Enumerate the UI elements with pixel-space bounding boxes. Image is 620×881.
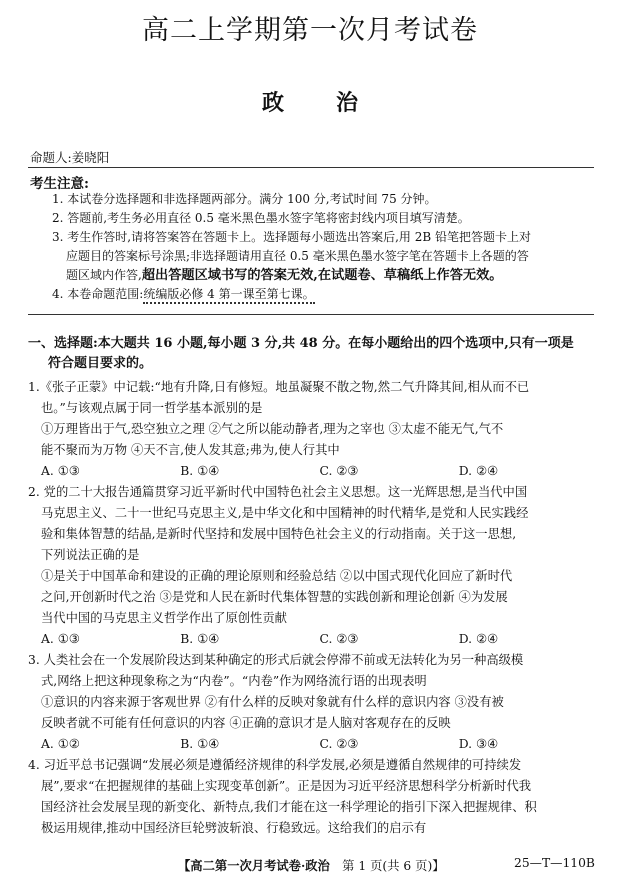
- exam-title: 高二上学期第一次月考试卷: [142, 15, 478, 46]
- divider-top: [28, 167, 594, 168]
- option-d[interactable]: D. ②④: [458, 464, 499, 478]
- subject-char-1: 政: [261, 90, 284, 116]
- option-row: [28, 734, 598, 755]
- notice-heading: 考生注意:: [30, 176, 89, 192]
- footer-page-number: 第 1 页(共 6 页)】: [342, 859, 445, 873]
- section-line: 符合题目要求的。: [48, 356, 153, 371]
- section-heading: [28, 334, 598, 374]
- notice-item: [52, 285, 598, 304]
- question-text: 能不聚而为万物 ④天不言,使人发其意;弗为,使人行其中: [41, 443, 340, 457]
- question-text: 马克思主义、二十一世纪马克思主义,是中华文化和中国精神的时代精华,是党和人民实践经: [41, 506, 529, 520]
- question-2: [28, 482, 598, 650]
- option-b[interactable]: B. ①④: [180, 464, 220, 478]
- notice-text: 4. 本卷命题范围:: [52, 287, 144, 301]
- option-a[interactable]: A. ①②: [41, 737, 80, 751]
- question-3: [28, 650, 598, 755]
- footer-title: [178, 856, 445, 874]
- notice-item: 应题目的答案标号涂黑;非选择题请用直径 0.5 毫米黑色墨水签字笔在答题卡上各题的答: [66, 249, 529, 263]
- option-row: [28, 629, 598, 650]
- option-c[interactable]: C. ②③: [319, 464, 359, 478]
- option-c[interactable]: C. ②③: [319, 737, 359, 751]
- notice-list: [52, 190, 598, 304]
- question-text: ①是关于中国革命和建设的正确的理论原则和经验总结 ②以中国式现代化回应了新时代: [41, 569, 513, 583]
- question-1: [28, 377, 598, 482]
- question-text: 1.《张子正蒙》中记载:“地有升降,日有修短。地虽凝聚不散之物,然二气升降其间,相从而不已: [28, 380, 530, 394]
- question-text: ①万理皆出于气,恐空独立之理 ②气之所以能动静者,理为之宰也 ③太虚不能无气,气不: [41, 422, 504, 436]
- question-text: 2. 党的二十大报告通篇贯穿习近平新时代中国特色社会主义思想。这一光辉思想,是当代中国: [28, 485, 528, 499]
- question-text: 之问,开创新时代之治 ③是党和人民在新时代集体智慧的实践创新和理论创新 ④为发展: [41, 590, 508, 604]
- option-a[interactable]: A. ①③: [41, 464, 80, 478]
- footer-code: 25—T—110B: [514, 856, 595, 870]
- question-text: 国经济社会发展呈现的新变化、新特点,我们才能在这一科学理论的指引下深入把握规律、积: [41, 800, 537, 814]
- notice-item: 1. 本试卷分选择题和非选择题两部分。满分 100 分,考试时间 75 分钟。: [52, 192, 437, 206]
- question-text: 4. 习近平总书记强调“发展必须是遵循经济规律的科学发展,必须是遵循自然规律的可持续发: [28, 758, 522, 772]
- option-d[interactable]: D. ③④: [458, 737, 499, 751]
- notice-emphasis: 超出答题区域书写的答案无效,在试题卷、草稿纸上作答无效。: [141, 268, 503, 283]
- notice-scope: 统编版必修 4 第一课至第七课。: [143, 287, 314, 304]
- question-text: 也。”与该观点属于同一哲学基本派别的是: [41, 401, 263, 415]
- subject-title: [0, 86, 620, 117]
- notice-item: 3. 考生作答时,请将答案答在答题卡上。选择题每小题选出答案后,用 2B 铅笔把答题卡上对: [52, 230, 531, 244]
- option-row: [28, 461, 598, 482]
- subject-char-2: 治: [336, 90, 359, 116]
- notice-item: [52, 266, 598, 285]
- question-list: [28, 377, 598, 839]
- question-4: [28, 755, 598, 839]
- notice-item: 2. 答题前,考生务必用直径 0.5 毫米黑色墨水签字笔将密封线内项目填写清楚。: [52, 211, 470, 225]
- author-line: 命题人:姜晓阳: [30, 150, 110, 165]
- option-b[interactable]: B. ①④: [180, 737, 220, 751]
- option-d[interactable]: D. ②④: [458, 632, 499, 646]
- footer-exam-name: 【高二第一次月考试卷·政治: [178, 858, 330, 873]
- question-text: 式,网络上把这种现象称之为“内卷”。“内卷”作为网络流行语的出现表明: [41, 674, 427, 688]
- option-a[interactable]: A. ①③: [41, 632, 80, 646]
- question-text: 极运用规律,推动中国经济巨轮劈波斩浪、行稳致远。这给我们的启示有: [41, 821, 427, 835]
- question-text: 展”,要求“在把握规律的基础上实现变革创新”。正是因为习近平经济思想科学分析新时代我: [41, 779, 532, 793]
- option-b[interactable]: B. ①④: [180, 632, 220, 646]
- question-text: 3. 人类社会在一个发展阶段达到某种确定的形式后就会停滞不前或无法转化为另一种高级模: [28, 653, 524, 667]
- question-text: 下列说法正确的是: [41, 548, 140, 562]
- question-text: 反映者就不可能有任何意识的内容 ④正确的意识才是人脑对客观存在的反映: [41, 716, 451, 730]
- divider-bottom: [28, 314, 594, 315]
- question-text: ①意识的内容来源于客观世界 ②有什么样的反映对象就有什么样的意识内容 ③没有被: [41, 695, 504, 709]
- notice-text: 题区域内作答,: [66, 268, 142, 282]
- option-c[interactable]: C. ②③: [319, 632, 359, 646]
- section-line: 一、选择题:本大题共 16 小题,每小题 3 分,共 48 分。在每小题给出的四个选项中,只有一项是: [28, 336, 574, 351]
- question-text: 当代中国的马克思主义哲学作出了原创性贡献: [41, 611, 287, 625]
- question-text: 验和集体智慧的结晶,是新时代坚持和发展中国特色社会主义的行动指南。关于这一思想,: [41, 527, 517, 541]
